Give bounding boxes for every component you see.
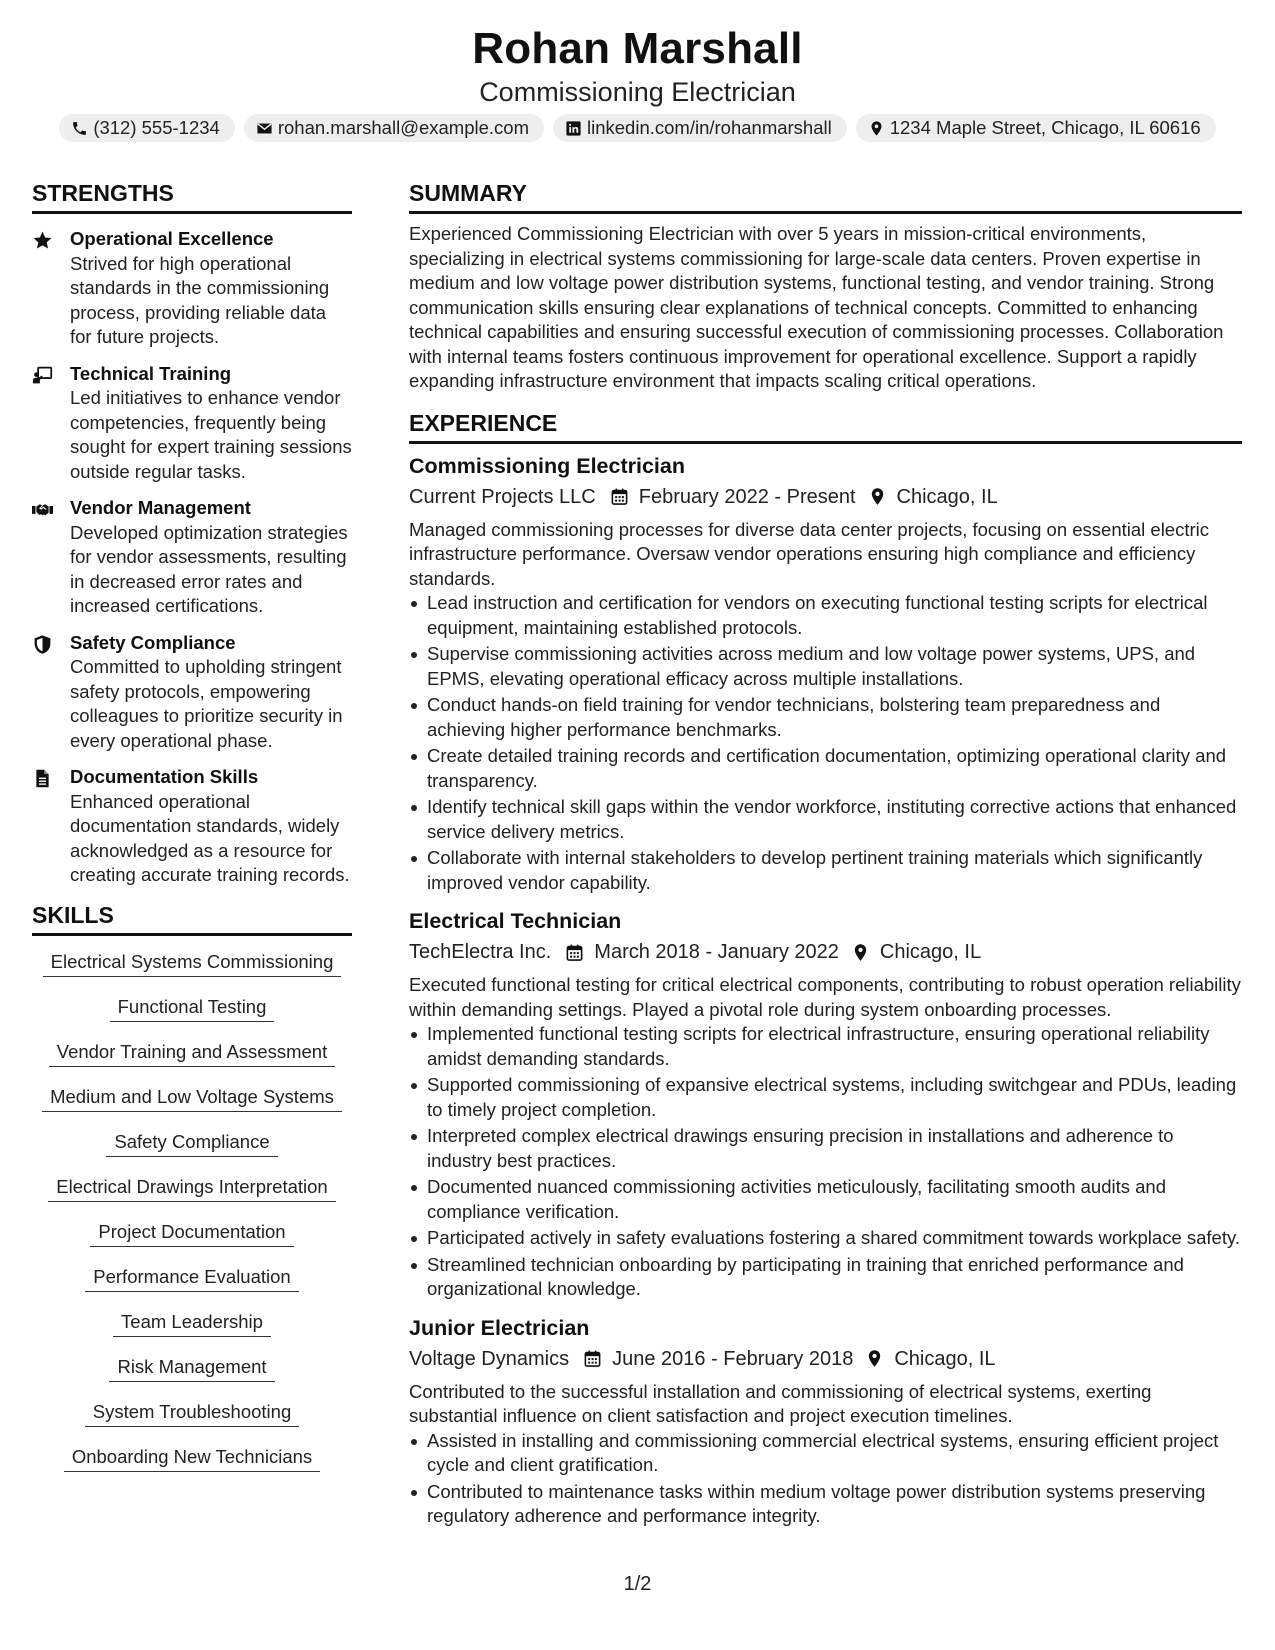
contact-address-text: 1234 Maple Street, Chicago, IL 60616 bbox=[889, 117, 1201, 138]
skill-label: Vendor Training and Assessment bbox=[49, 1040, 335, 1067]
strengths-list bbox=[32, 227, 352, 888]
candidate-name: Rohan Marshall bbox=[472, 24, 803, 73]
skill-item bbox=[32, 1220, 352, 1265]
map-pin-icon bbox=[868, 120, 885, 137]
contact-phone[interactable] bbox=[59, 114, 235, 142]
job-dates: June 2016 - February 2018 bbox=[612, 1347, 854, 1370]
job-bullet: Interpreted complex electrical drawings ensuring precision in installations and adherence to industry best practices. bbox=[409, 1124, 1242, 1173]
left-column bbox=[32, 178, 352, 1490]
skill-item bbox=[32, 1400, 352, 1445]
experience-heading: EXPERIENCE bbox=[409, 408, 1242, 444]
job-bullet: Contributed to maintenance tasks within medium voltage power distribution systems preserving regulatory adherence and performance integrity. bbox=[409, 1480, 1242, 1529]
skill-label: Onboarding New Technicians bbox=[64, 1445, 320, 1472]
skills-heading: SKILLS bbox=[32, 900, 352, 936]
job-company: TechElectra Inc. bbox=[409, 941, 552, 963]
contact-bar bbox=[0, 114, 1275, 142]
job-meta bbox=[409, 937, 1242, 967]
skill-label: Risk Management bbox=[109, 1355, 274, 1382]
job-bullets bbox=[409, 1429, 1242, 1529]
job-bullet: Create detailed training records and certification documentation, optimizing operational clarity and transparency. bbox=[409, 744, 1242, 793]
skills-list bbox=[32, 950, 352, 1490]
job-description: Executed functional testing for critical electrical components, contributing to robust operation reliability within demanding settings. Played a pivotal role during system onboarding processes. bbox=[409, 974, 1241, 1020]
linkedin-icon bbox=[565, 120, 582, 137]
skill-item bbox=[32, 1310, 352, 1355]
job-bullet: Identify technical skill gaps within the vendor workforce, instituting corrective actions that enhanced service delivery metrics. bbox=[409, 795, 1242, 844]
job-bullet: Streamlined technician onboarding by participating in training that enriched performance and organizational knowledge. bbox=[409, 1253, 1242, 1302]
contact-linkedin-text: linkedin.com/in/rohanmarshall bbox=[587, 117, 832, 138]
strength-title: Documentation Skills bbox=[70, 766, 259, 787]
job-bullet: Supported commissioning of expansive electrical systems, including switchgear and PDUs, leading to timely project completion. bbox=[409, 1073, 1242, 1122]
job-company: Current Projects LLC bbox=[409, 485, 596, 508]
summary-heading: SUMMARY bbox=[409, 178, 1242, 214]
strength-item bbox=[32, 362, 352, 485]
phone-icon bbox=[71, 120, 88, 137]
job-entry bbox=[409, 452, 1242, 896]
map-pin-icon bbox=[865, 1349, 884, 1368]
job-meta bbox=[409, 1344, 1242, 1374]
job-bullet: Assisted in installing and commissioning commercial electrical systems, ensuring efficient project cycle and client gratification. bbox=[409, 1429, 1242, 1478]
job-title: Electrical Technician bbox=[409, 909, 622, 933]
job-bullet: Conduct hands-on field training for vendor technicians, bolstering team preparedness and achieving higher performance benchmarks. bbox=[409, 693, 1242, 742]
skill-item bbox=[32, 1130, 352, 1175]
envelope-icon bbox=[256, 120, 273, 137]
skill-label: Functional Testing bbox=[110, 995, 275, 1022]
map-pin-icon bbox=[851, 943, 870, 962]
star-icon bbox=[32, 230, 53, 251]
strength-title: Safety Compliance bbox=[70, 631, 236, 653]
job-bullet: Collaborate with internal stakeholders to develop pertinent training materials which significantly improved vendor capability. bbox=[409, 846, 1242, 895]
job-title: Commissioning Electrician bbox=[409, 453, 685, 478]
skill-item bbox=[32, 995, 352, 1040]
contact-phone-text: (312) 555-1234 bbox=[93, 117, 220, 138]
page-number: 1/2 bbox=[623, 1573, 652, 1595]
candidate-headline: Commissioning Electrician bbox=[479, 77, 796, 107]
contact-linkedin[interactable] bbox=[553, 114, 847, 142]
document-icon bbox=[32, 768, 53, 789]
job-bullet: Documented nuanced commissioning activities meticulously, facilitating smooth audits and compliance verification. bbox=[409, 1175, 1242, 1224]
job-location: Chicago, IL bbox=[879, 941, 982, 963]
job-bullets bbox=[409, 1022, 1242, 1302]
job-entry bbox=[409, 907, 1242, 1302]
calendar-icon bbox=[583, 1349, 602, 1368]
skill-label: Electrical Drawings Interpretation bbox=[48, 1175, 335, 1202]
skill-item bbox=[32, 1445, 352, 1490]
strength-title: Operational Excellence bbox=[70, 228, 274, 249]
strength-item bbox=[32, 631, 352, 754]
job-bullet: Supervise commissioning activities across medium and low voltage power systems, UPS, and EPMS, elevating operational efficacy across multiple installations. bbox=[409, 642, 1242, 691]
job-bullet: Participated actively in safety evaluations fostering a shared commitment towards workplace safety. bbox=[409, 1226, 1242, 1251]
job-description: Managed commissioning processes for diverse data center projects, focusing on essential electric infrastructure performance. Oversaw vendor operations ensuring high compliance and efficiency standards. bbox=[409, 518, 1210, 589]
chalkboard-teacher-icon bbox=[32, 365, 53, 386]
skill-item bbox=[32, 1040, 352, 1085]
job-dates: February 2022 - Present bbox=[638, 485, 856, 508]
skill-label: Project Documentation bbox=[90, 1220, 293, 1247]
strength-item bbox=[32, 496, 352, 619]
skill-label: Performance Evaluation bbox=[85, 1265, 298, 1292]
skill-label: Safety Compliance bbox=[106, 1130, 277, 1157]
strength-item bbox=[32, 227, 352, 350]
contact-email[interactable] bbox=[244, 114, 544, 142]
strength-description: Developed optimization strategies for vendor assessments, resulting in decreased error rates and increased certifications. bbox=[70, 521, 348, 616]
map-pin-icon bbox=[868, 487, 887, 506]
calendar-icon bbox=[565, 943, 584, 962]
strength-description: Strived for high operational standards in the commissioning process, providing reliable data for future projects. bbox=[70, 252, 330, 347]
skill-item bbox=[32, 1355, 352, 1400]
strength-item bbox=[32, 765, 352, 888]
contact-address[interactable] bbox=[856, 114, 1216, 142]
job-company: Voltage Dynamics bbox=[409, 1347, 570, 1370]
strength-description: Committed to upholding stringent safety protocols, empowering colleagues to prioritize security in every operational phase. bbox=[70, 656, 343, 751]
skill-label: Electrical Systems Commissioning bbox=[43, 950, 342, 977]
strengths-heading: STRENGTHS bbox=[32, 178, 352, 214]
skill-label: Team Leadership bbox=[113, 1310, 271, 1337]
job-entry bbox=[409, 1314, 1242, 1529]
job-bullets bbox=[409, 591, 1242, 895]
skill-item bbox=[32, 950, 352, 995]
resume-header bbox=[0, 22, 1275, 108]
shield-icon bbox=[32, 634, 53, 655]
strength-title: Technical Training bbox=[70, 362, 232, 384]
job-dates: March 2018 - January 2022 bbox=[594, 941, 839, 963]
job-location: Chicago, IL bbox=[894, 1347, 996, 1370]
job-location: Chicago, IL bbox=[896, 485, 998, 508]
skill-label: System Troubleshooting bbox=[85, 1400, 299, 1427]
handshake-icon bbox=[32, 499, 53, 520]
right-column bbox=[409, 178, 1242, 1531]
skill-item bbox=[32, 1265, 352, 1310]
job-title: Junior Electrician bbox=[409, 1315, 590, 1340]
strength-title: Vendor Management bbox=[70, 497, 251, 518]
job-bullet: Implemented functional testing scripts for electrical infrastructure, ensuring operational reliability amidst demanding standards. bbox=[409, 1022, 1242, 1071]
job-meta bbox=[409, 482, 1242, 512]
job-description: Contributed to the successful installation and commissioning of electrical systems, exerting substantial influence on client satisfaction and project execution timelines. bbox=[409, 1380, 1152, 1426]
skill-label: Medium and Low Voltage Systems bbox=[42, 1085, 342, 1112]
skill-item bbox=[32, 1085, 352, 1130]
job-bullet: Lead instruction and certification for vendors on executing functional testing scripts for electrical equipment, maintaining established protocols. bbox=[409, 591, 1242, 640]
strength-description: Led initiatives to enhance vendor competencies, frequently being sought for expert training sessions outside regular tasks. bbox=[70, 387, 352, 482]
strength-description: Enhanced operational documentation standards, widely acknowledged as a resource for creating accurate training records. bbox=[70, 790, 350, 885]
contact-email-text: rohan.marshall@example.com bbox=[277, 117, 529, 138]
skill-item bbox=[32, 1175, 352, 1220]
summary-text: Experienced Commissioning Electrician with over 5 years in mission-critical environments, specializing in electrical systems commissioning for large-scale data centers. Proven expertise in medium and low voltage power distribution systems, functional testing, and vendor training. Strong communication skills ensuring clear explanations of technical concepts. Committed to enhancing technical capabilities and ensuring successful execution of commissioning processes. Collaboration with internal teams fosters continuous improvement for operational excellence. Support a rapidly expanding infrastructure environment that impacts scaling critical operations. bbox=[409, 223, 1224, 391]
calendar-icon bbox=[610, 487, 629, 506]
